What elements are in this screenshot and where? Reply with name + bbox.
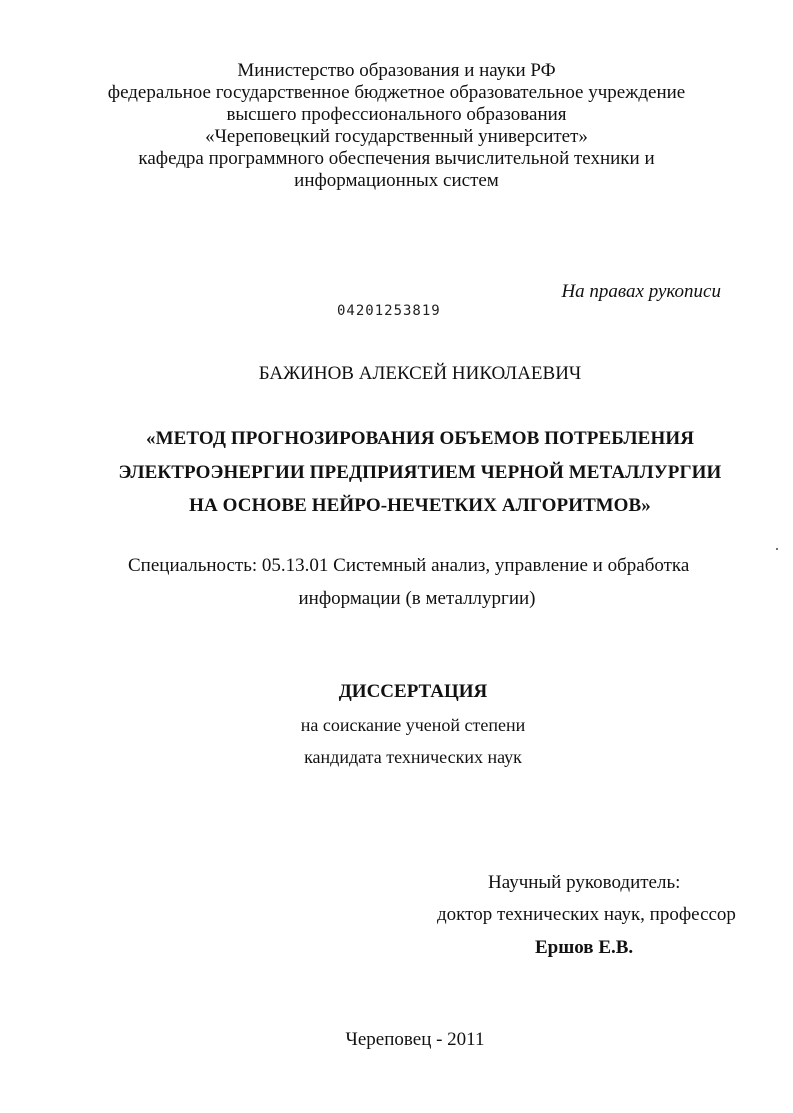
ministry-line: Министерство образования и науки РФ xyxy=(237,60,556,81)
title-line-3: НА ОСНОВЕ НЕЙРО-НЕЧЕТКИХ АЛГОРИТМОВ» xyxy=(189,495,651,516)
department-line-1: кафедра программного обеспечения вычислительной техники и xyxy=(138,148,655,169)
title-line-1: «МЕТОД ПРОГНОЗИРОВАНИЯ ОБЪЕМОВ ПОТРЕБЛЕНИЯ xyxy=(145,428,695,449)
scan-speck xyxy=(776,548,778,550)
author-name: БАЖИНОВ АЛЕКСЕЙ НИКОЛАЕВИЧ xyxy=(258,363,582,384)
specialty-line-1: Специальность: 05.13.01 Системный анализ, управление и обработка xyxy=(128,555,690,576)
title-line-2: ЭЛЕКТРОЭНЕРГИИ ПРЕДПРИЯТИЕМ ЧЕРНОЙ МЕТАЛЛУРГИИ xyxy=(118,462,722,483)
document-type: ДИССЕРТАЦИЯ xyxy=(338,681,488,702)
degree-line-2: кандидата технических наук xyxy=(304,747,522,767)
education-level-line: высшего профессионального образования xyxy=(226,104,567,125)
supervisor-title: доктор технических наук, профессор xyxy=(437,904,736,925)
supervisor-label: Научный руководитель: xyxy=(488,872,681,893)
degree-line-1: на соискание ученой степени xyxy=(300,715,526,735)
registration-number: 04201253819 xyxy=(337,303,441,319)
department-line-2: информационных систем xyxy=(294,170,499,191)
university-name-line: «Череповецкий государственный университет» xyxy=(205,126,588,147)
institution-type-line: федеральное государственное бюджетное образовательное учреждение xyxy=(107,82,686,103)
supervisor-name: Ершов Е.В. xyxy=(535,937,634,958)
city-year: Череповец - 2011 xyxy=(345,1029,485,1050)
specialty-line-2: информации (в металлургии) xyxy=(298,588,536,609)
manuscript-rights-note: На правах рукописи xyxy=(561,281,721,302)
